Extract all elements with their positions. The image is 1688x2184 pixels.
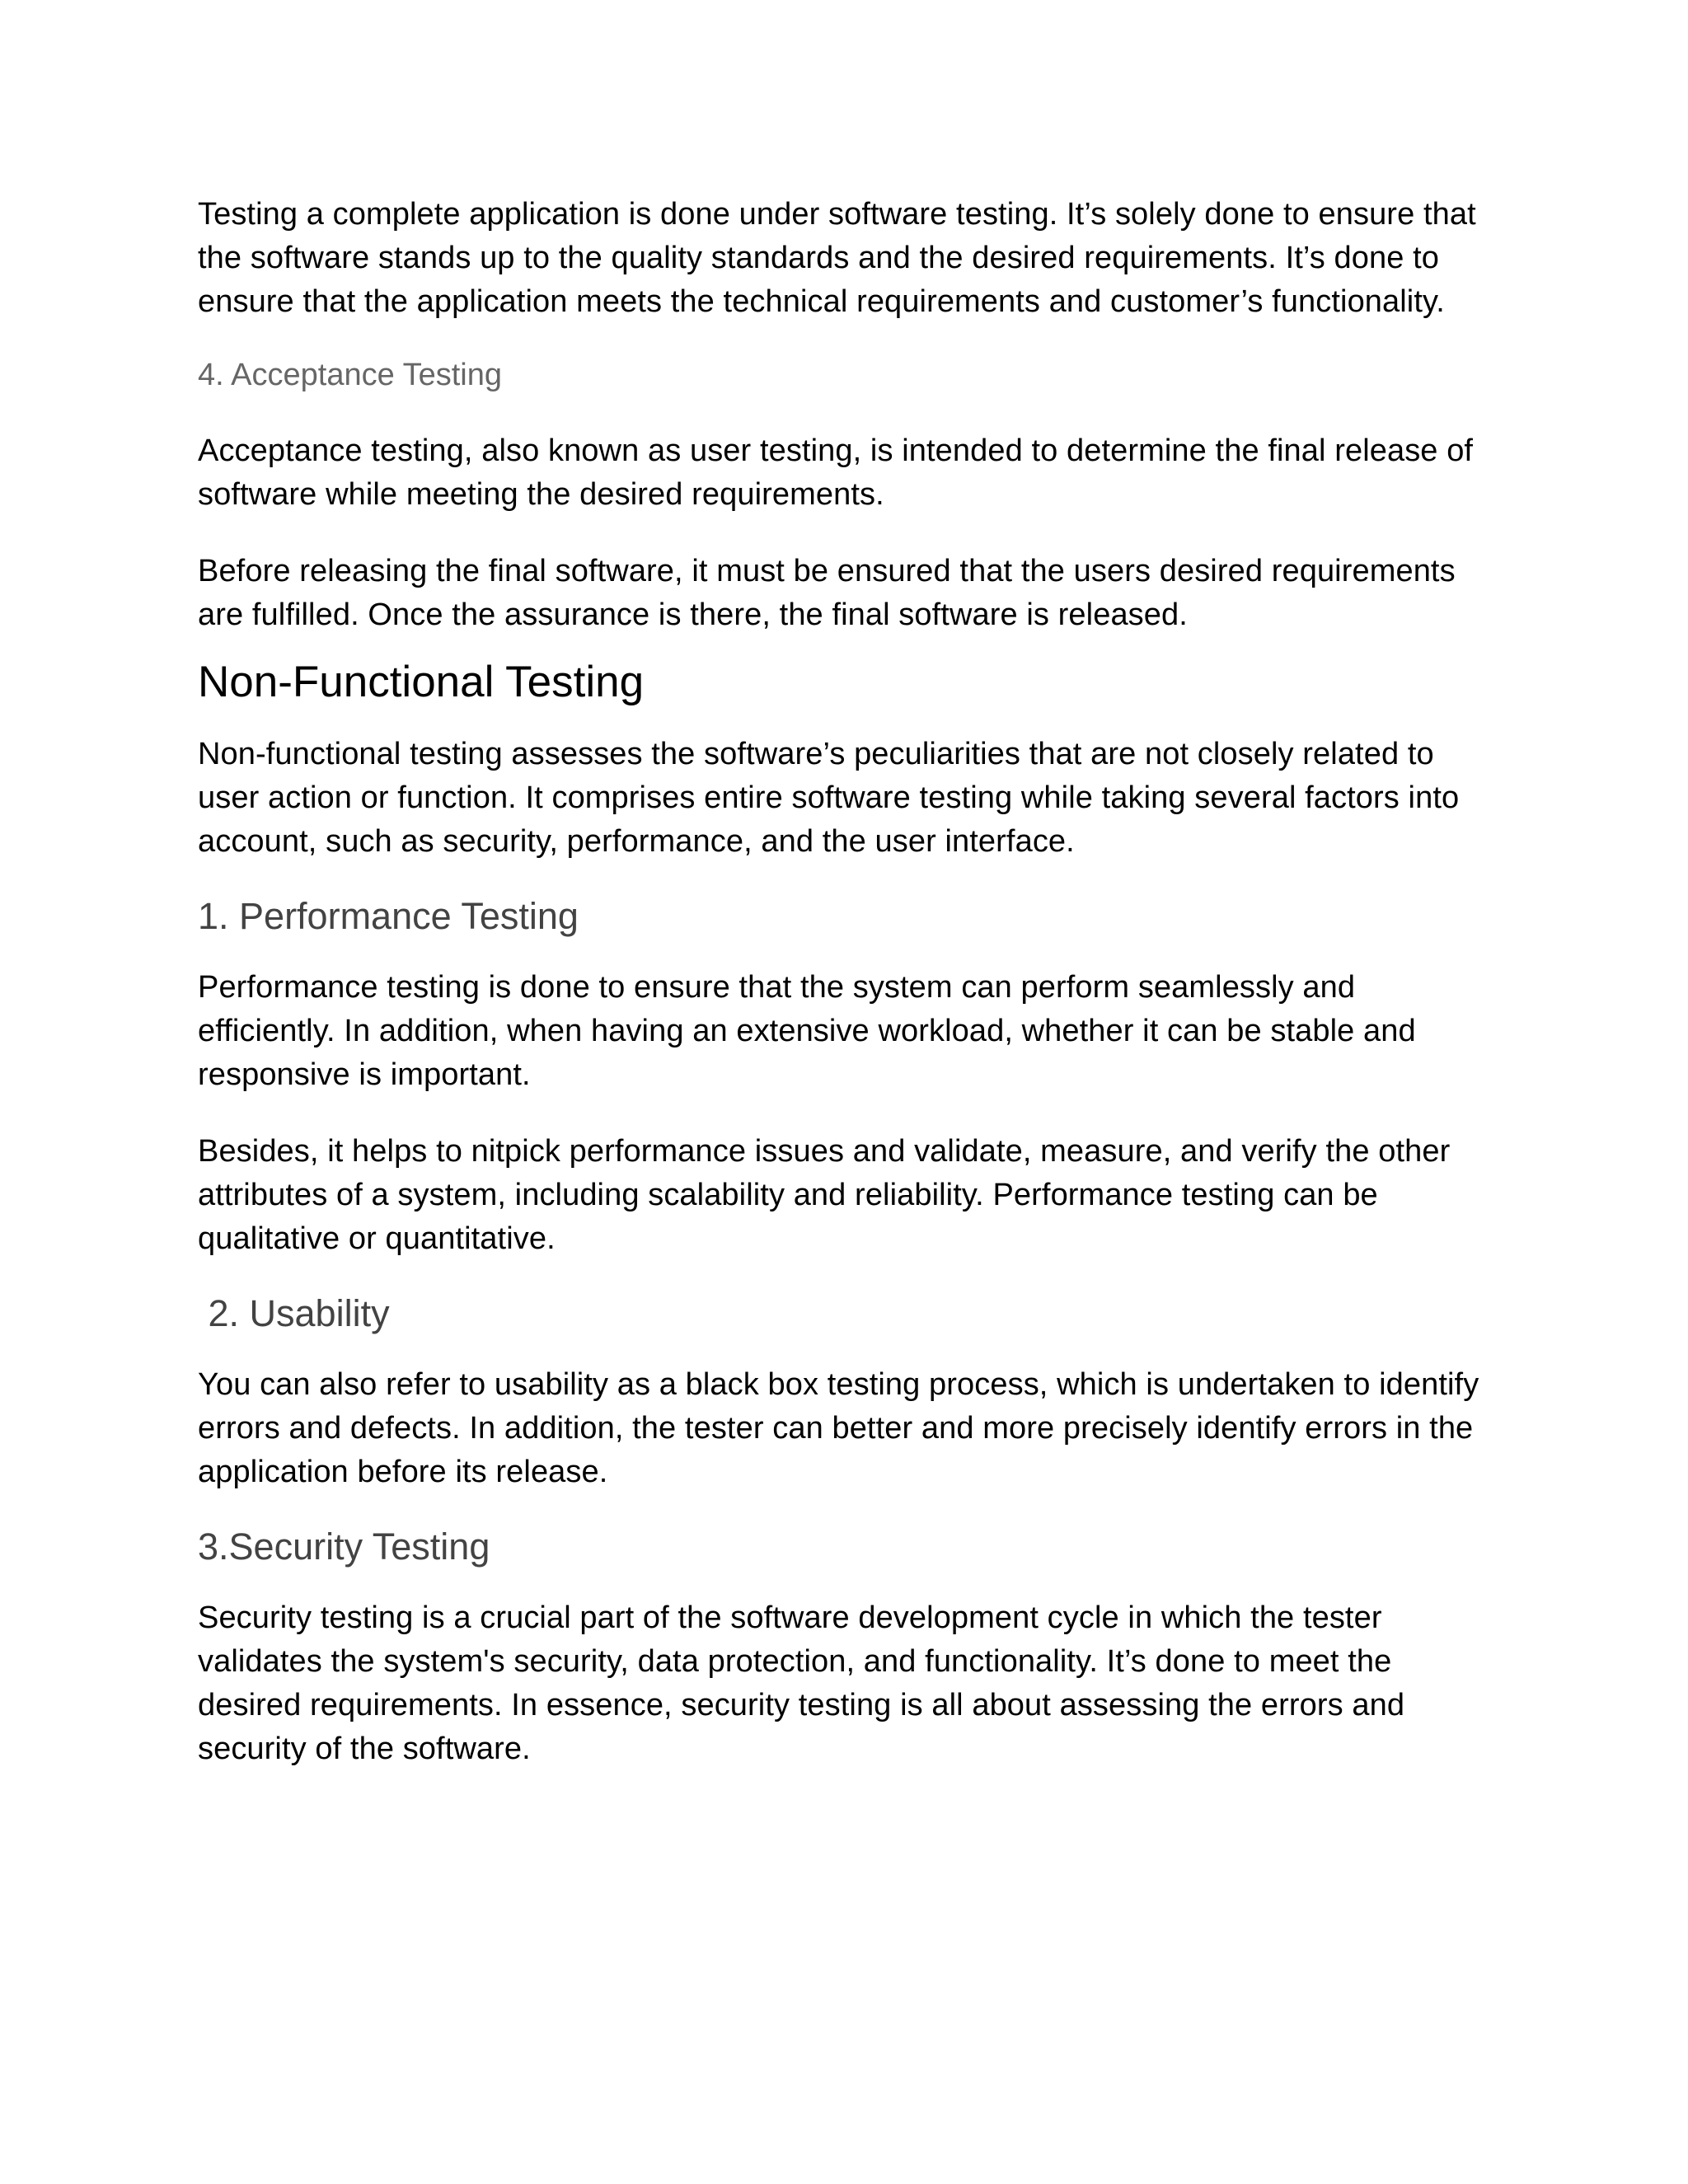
usability-paragraph: You can also refer to usability as a black box testing process, which is undertaken to identify errors and defects. In addition, the tester can better and more precisely identify errors in the application before its release. xyxy=(198,1367,1479,1489)
performance-testing-heading: 1. Performance Testing xyxy=(198,895,579,937)
acceptance-paragraph-1: Acceptance testing, also known as user testing, is intended to determine the final release of software while meeting the desired requirements. xyxy=(198,434,1474,512)
security-paragraph: Security testing is a crucial part of the software development cycle in which the tester validates the system's security, data protection, and functionality. It’s done to meet the desired requirements. In essence, security testing is all about assessing the errors and security of the software. xyxy=(198,1601,1405,1766)
non-functional-paragraph: Non-functional testing assesses the software’s peculiarities that are not closely related to user action or function. It comprises entire software testing while taking several factors into account, such as security, performance, and the user interface. xyxy=(198,737,1460,859)
usability-heading: 2. Usability xyxy=(198,1292,390,1334)
security-testing-heading: 3.Security Testing xyxy=(198,1526,490,1568)
acceptance-paragraph-2: Before releasing the final software, it must be ensured that the users desired requirements are fulfilled. Once the assurance is there, the final software is released. xyxy=(198,554,1456,632)
performance-paragraph-2: Besides, it helps to nitpick performance issues and validate, measure, and verify the other attributes of a system, including scalability and reliability. Performance testing can be qualitative or quantitative. xyxy=(198,1134,1451,1256)
acceptance-testing-heading: 4. Acceptance Testing xyxy=(198,358,502,392)
intro-paragraph: Testing a complete application is done under software testing. It’s solely done to ensure that the software stands up to the quality standards and the desired requirements. It’s done to ensure that the application meets the technical requirements and customer’s functionality. xyxy=(198,197,1476,319)
non-functional-testing-heading: Non-Functional Testing xyxy=(198,658,645,706)
performance-paragraph-1: Performance testing is done to ensure that the system can perform seamlessly and efficiently. In addition, when having an extensive workload, whether it can be stable and responsive is important. xyxy=(198,970,1416,1092)
document-page xyxy=(198,193,1500,1771)
